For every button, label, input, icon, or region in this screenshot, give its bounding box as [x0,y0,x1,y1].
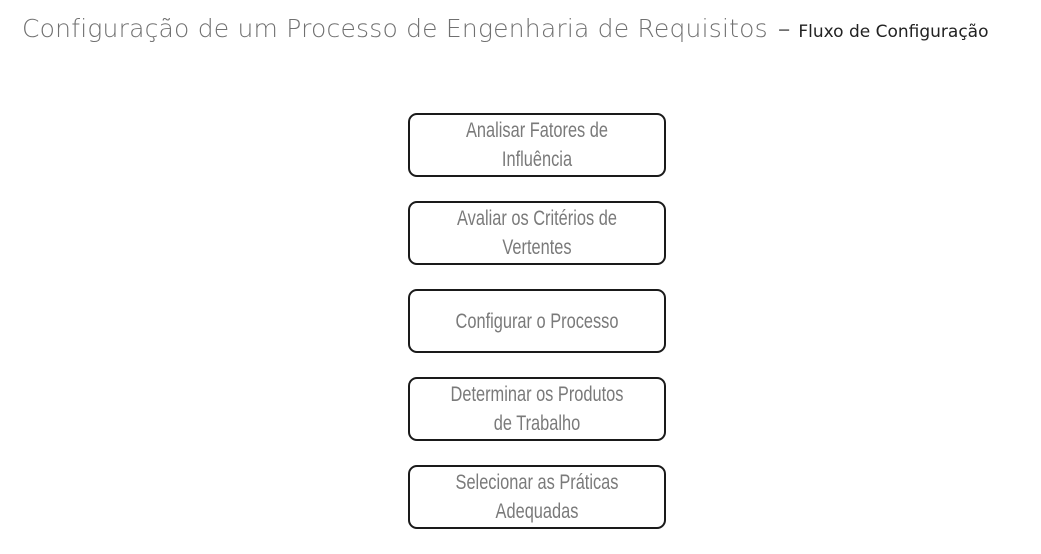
flow-step-analyze-factors [408,113,666,177]
page-title-main: Configuração de um Processo de Engenharia de Requisitos [22,14,768,43]
flow-step-label: Avaliar os Critérios de Vertentes [457,207,617,259]
page-subtitle: Fluxo de Configuração [798,22,989,42]
flow-step-label: Configurar o Processo [455,309,619,333]
configuration-flow [408,113,666,553]
flow-step-label: Selecionar as Práticas Adequadas [455,471,619,523]
title-separator: – [777,14,791,43]
flow-step-determine-work-products [408,377,666,441]
page-title [22,14,989,43]
flow-step-evaluate-criteria [408,201,666,265]
flow-step-label: Determinar os Produtos de Trabalho [450,383,624,435]
flow-step-configure-process [408,289,666,353]
flow-step-label: Analisar Fatores de Influência [465,119,609,171]
flow-step-select-practices [408,465,666,529]
